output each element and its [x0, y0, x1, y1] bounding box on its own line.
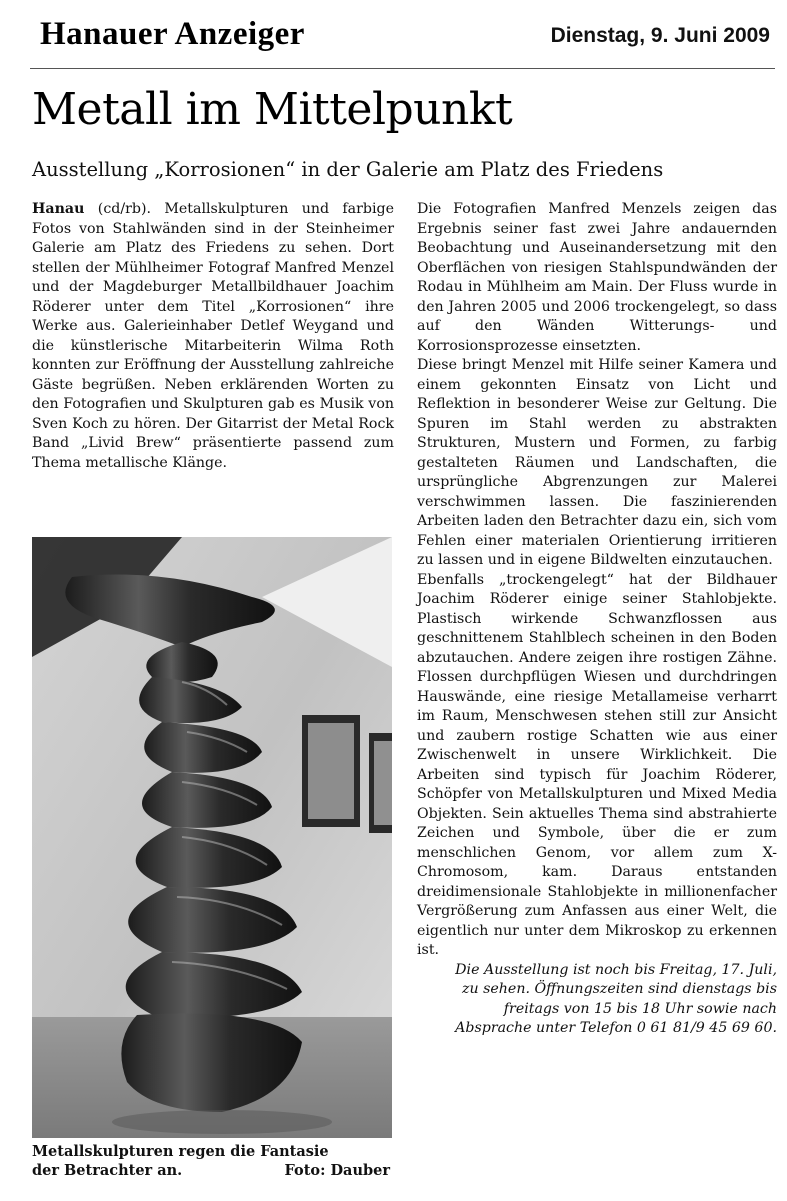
exhibition-info: Die Ausstellung ist noch bis Freitag, 17. Juli, zu sehen. Öffnungszeiten sind dienstags bis freitags von 15 bis 18 Uhr sowie nach Absprache unter Telefon 0 61 81/9 45 69 60.: [455, 961, 777, 1036]
paragraph: Die Fotografien Manfred Menzels zeigen das Ergebnis seiner fast zwei Jahre andauernden Beobachtung und Auseinandersetzung mit den Oberflächen von riesigen Stahlspundwänden der Rodau in Mühlheim am Main. Der Fluss wurde in den Jahren 2005 und 2006 trockengelegt, so dass auf den Wänden Witterungs- und Korrosionsprozesse einsetzten.: [417, 201, 777, 354]
issue-date: Dienstag, 9. Juni 2009: [550, 24, 770, 47]
paragraph: Ebenfalls „trockengelegt“ hat der Bildhauer Joachim Röderer einige seiner Stahlobjekte. Plastisch wirkende Schwanzflossen aus geschnittenem Stahlblech scheinen in den Boden abzutauchen. Andere zeigen ihre rostigen Zähne. Flossen durchpflügen Wiesen und durchdringen Hauswände, eine riesige Metallameise verharrt im Raum, Menschwesen stehen still zur Ansicht und zaubern rostige Schatten wie aus einer Zwischenwelt in unsere Wirklichkeit. Die Arbeiten sind typisch für Joachim Röderer, Schöpfer von Metallskulpturen und Mixed Media Objekten. Sein aktuelles Thema sind abstrahierte Zeichen und Symbole, über die er zum menschlichen Genom, vor allem zum X-Chromosom, kam. Daraus entstanden dreidimensionale Stahlobjekte in millionenfacher Vergrößerung zum Anfassen aus einer Welt, die eigentlich nur unter dem Mikroskop zu erkennen ist.: [417, 571, 777, 958]
lead-text: (cd/rb). Metallskulpturen und farbige Fotos von Stahlwänden sind in der Steinheimer Galerie am Platz des Friedens zu sehen. Dort stellen der Mühlheimer Fotograf Manfred Menzel und der Magdeburger Metallbildhauer Joachim Röderer unter dem Titel „Korrosionen“ ihre Werke aus. Galerieinhaber Detlef Weygand und die künstlerische Mitarbeiterin Wilma Roth konnten zur Eröffnung der Ausstellung zahlreiche Gäste begrüßen. Neben erklärenden Worten zu den Fotografien und Skulpturen gab es Musik von Sven Koch zu hören. Der Gitarrist der Metal Rock Band „Livid Brew“ präsentierte passend zum Thema metallische Klänge.: [32, 201, 394, 471]
caption-line-2: der Betrachter an.: [32, 1162, 183, 1179]
article-column-left: [32, 200, 394, 473]
newspaper-name: Hanauer Anzeiger: [40, 16, 305, 52]
paragraph: Diese bringt Menzel mit Hilfe seiner Kamera und einem gekonnten Einsatz von Licht und Reflektion in besonderer Weise zur Geltung. Die Spuren im Stahl werden zu abstrakten Strukturen, Mustern und Formen, zu farbig gestalteten Räumen und Landschaften, die ursprüngliche Abgrenzungen zur Malerei verschwimmen lassen. Die faszinierenden Arbeiten laden den Betrachter dazu ein, sich vom Fehlen einer materialen Orientierung irritieren zu lassen und in eigene Bildwelten einzutauchen.: [417, 357, 777, 568]
article-headline: Metall im Mittelpunkt: [32, 84, 513, 135]
caption-line-1: Metallskulpturen regen die Fantasie: [32, 1143, 329, 1160]
article-subheadline: Ausstellung „Korrosionen“ in der Galerie am Platz des Friedens: [32, 158, 664, 181]
photo-caption: [32, 1142, 390, 1180]
sculpture-photo: [32, 537, 392, 1138]
masthead-rule: [30, 68, 775, 69]
photo-credit: Foto: Dauber: [284, 1162, 390, 1179]
article-column-right: [417, 200, 777, 1039]
lead-paragraph: [32, 200, 394, 473]
dateline: Hanau: [32, 201, 85, 217]
